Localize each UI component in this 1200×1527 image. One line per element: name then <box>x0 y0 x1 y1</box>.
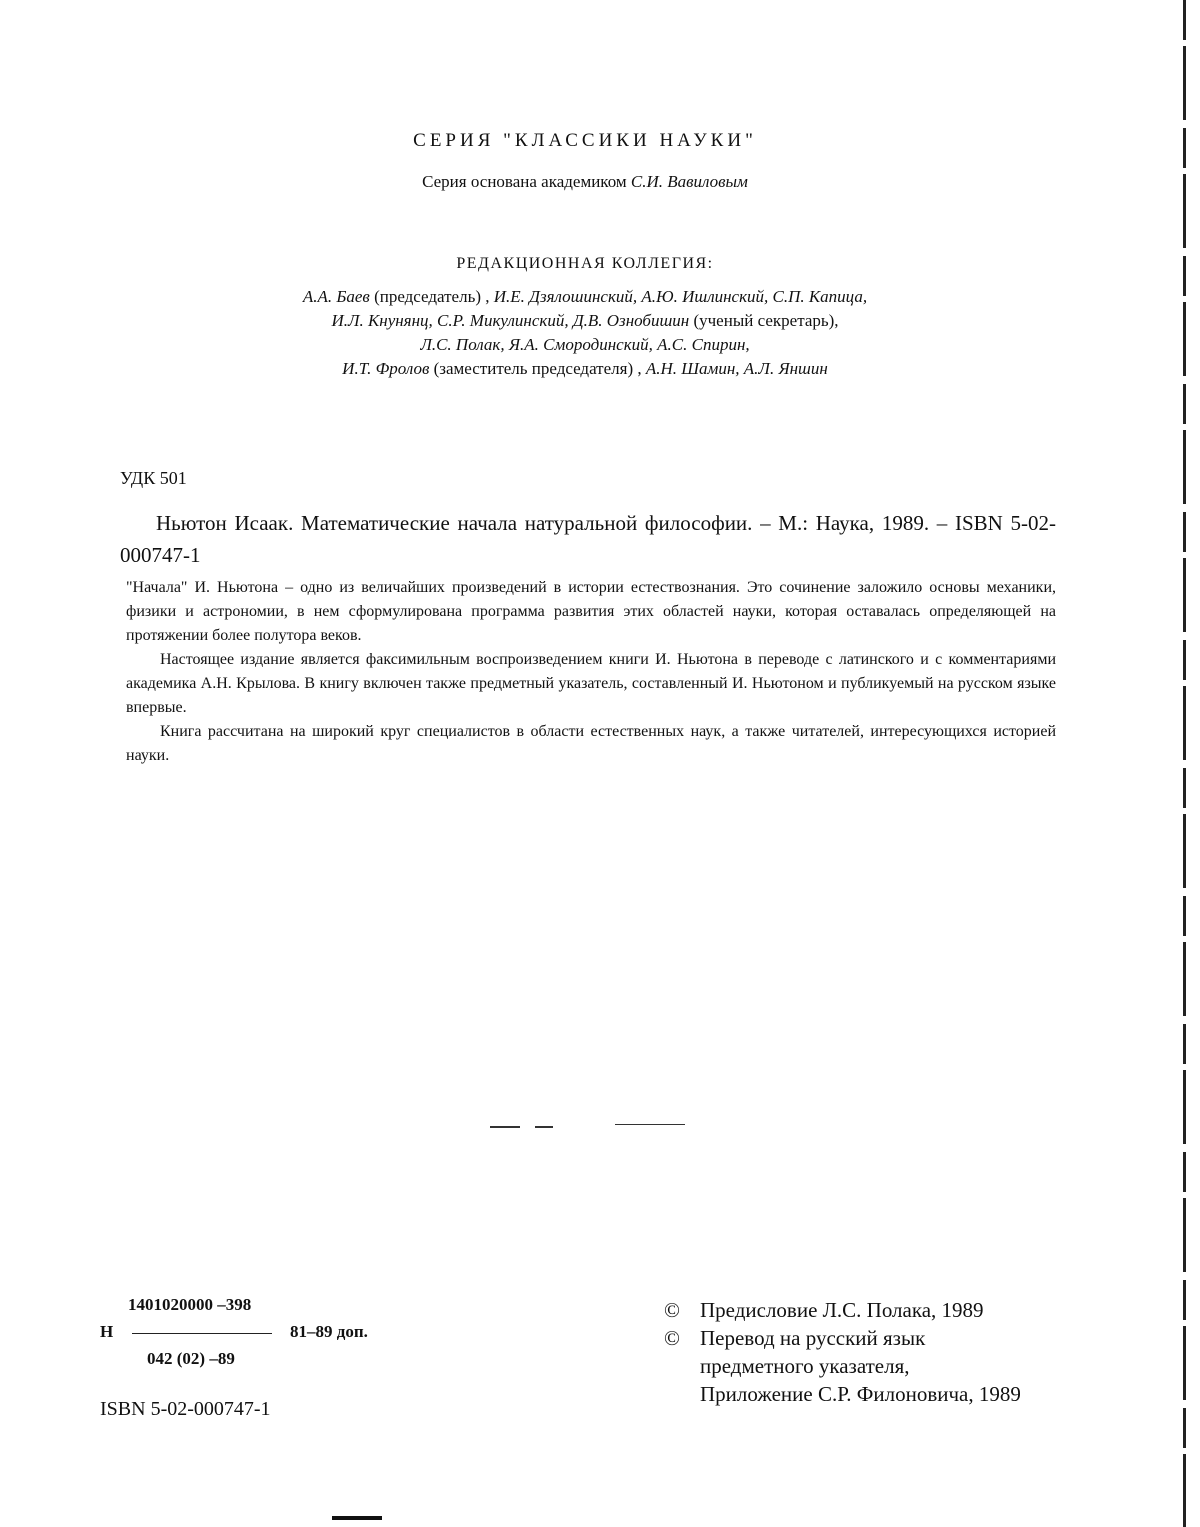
series-title: СЕРИЯ "КЛАССИКИ НАУКИ" <box>413 130 757 151</box>
udk-code: УДК 501 <box>120 468 187 488</box>
index-code-letter: Н <box>100 1322 114 1341</box>
index-code-top: 1401020000 –398 <box>128 1295 252 1314</box>
copyright-text: Перевод на русский язык <box>700 1326 926 1350</box>
editorial-board-heading: РЕДАКЦИОННАЯ КОЛЛЕГИЯ: <box>456 255 714 272</box>
scan-noise <box>490 1126 520 1128</box>
board-members: А.Н. Шамин, А.Л. Яншин <box>645 359 828 378</box>
copyright-line: Приложение С.Р. Филоновича, 1989 <box>700 1382 1021 1406</box>
series-founder-name: С.И. Вавиловым <box>630 172 748 191</box>
board-member: А.А. Баев <box>302 287 370 306</box>
copyright-block <box>664 1296 1021 1408</box>
index-code-bottom: 042 (02) –89 <box>147 1349 235 1368</box>
editorial-board-line-3 <box>0 335 1170 355</box>
series-founder-line <box>0 172 1170 192</box>
board-members: И.Е. Дзялошинский, А.Ю. Ишлинский, С.П. Капица, <box>493 287 868 306</box>
board-role: (заместитель председателя) , <box>429 359 646 378</box>
copyright-icon: © <box>664 1326 680 1350</box>
board-members: Л.С. Полак, Я.А. Смородинский, А.С. Спирин, <box>420 335 750 354</box>
scan-noise <box>535 1126 553 1128</box>
editorial-board-line-2 <box>0 311 1170 331</box>
index-code-suffix: 81–89 доп. <box>290 1322 368 1341</box>
annotation <box>126 576 1056 768</box>
series-founder-prefix: Серия основана академиком <box>422 172 631 191</box>
editorial-board-line-1 <box>0 287 1170 307</box>
page-edge-scan-artifact <box>1183 0 1186 1527</box>
annotation-paragraph: Книга рассчитана на широкий круг специалистов в области естественных наук, а также читателей, интересующихся историей науки. <box>126 723 1056 764</box>
copyright-icon: © <box>664 1298 680 1322</box>
board-members: И.Л. Кнунянц, С.Р. Микулинский, Д.В. Ознобишин <box>331 311 690 330</box>
board-role: (ученый секретарь), <box>689 311 839 330</box>
board-role: (председатель) , <box>369 287 494 306</box>
annotation-paragraph: Настоящее издание является факсимильным воспроизведением книги И. Ньютона в переводе с латинского и с комментариями академика А.Н. Крылова. В книгу включен также предметный указатель, составленный И. Ньютоном и публикуемый на русском языке впервые. <box>126 651 1056 716</box>
annotation-paragraph: "Начала" И. Ньютона – одно из величайших произведений в истории естествознания. Это сочинение заложило основы механики, физики и астрономии, в нем сформулирована программа развития этих областей науки, которая оставалась определяющей на протяжении более полутора веков. <box>126 579 1056 644</box>
copyright-text: Предисловие Л.С. Полака, 1989 <box>700 1298 984 1322</box>
editorial-board-line-4 <box>0 359 1170 379</box>
bottom-scan-mark <box>332 1516 382 1520</box>
scan-noise <box>615 1124 685 1125</box>
copyright-line <box>664 1296 1021 1324</box>
copyright-line: предметного указателя, <box>700 1354 910 1378</box>
bibliographic-record: Ньютон Исаак. Математические начала натуральной философии. – М.: Наука, 1989. – ISBN 5-02-000747-1 <box>120 511 1056 567</box>
isbn: ISBN 5-02-000747-1 <box>100 1398 271 1420</box>
fraction-rule <box>132 1333 272 1334</box>
copyright-line <box>664 1324 1021 1352</box>
board-member: И.Т. Фролов <box>342 359 430 378</box>
